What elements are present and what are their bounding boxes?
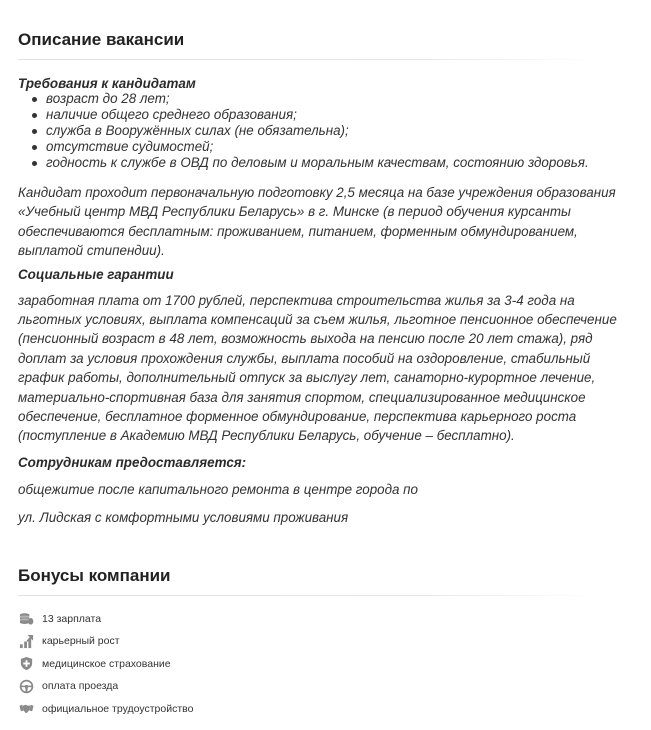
staff-line-1: общежитие после капитального ремонта в центре города по bbox=[18, 481, 418, 497]
medical-shield-icon bbox=[18, 656, 34, 672]
handshake-icon bbox=[18, 701, 34, 717]
steering-wheel-icon bbox=[18, 678, 34, 694]
requirements-list bbox=[18, 91, 633, 171]
list-item: годность к службе в ОВД по деловым и моральным качествам, состоянию здоровья. bbox=[46, 155, 633, 171]
social-heading: Социальные гарантии bbox=[18, 266, 174, 282]
bonus-item-career bbox=[18, 630, 633, 653]
bonus-label: медицинское страхование bbox=[42, 657, 171, 670]
bonus-label: 13 зарплата bbox=[42, 612, 102, 625]
list-item: возраст до 28 лет; bbox=[46, 91, 633, 107]
bonuses-title: Бонусы компании bbox=[18, 565, 171, 585]
bonus-label: оплата проезда bbox=[42, 680, 119, 693]
career-growth-icon bbox=[18, 633, 34, 649]
list-item: наличие общего среднего образования; bbox=[46, 107, 633, 123]
list-item: отсутствие судимостей; bbox=[46, 139, 633, 155]
requirements-heading: Требования к кандидатам bbox=[18, 76, 196, 91]
description-title: Описание вакансии bbox=[18, 30, 185, 49]
description-divider bbox=[18, 59, 598, 60]
bonus-label: карьерный рост bbox=[42, 635, 120, 648]
bonuses-divider bbox=[18, 595, 598, 596]
staff-heading: Сотрудникам предоставляется: bbox=[18, 454, 247, 470]
bonus-item-travel bbox=[18, 675, 633, 698]
list-item: служба в Вооружённых силах (не обязательна); bbox=[46, 123, 633, 139]
social-paragraph: заработная плата от 1700 рублей, перспектива строительства жилья за 3-4 года на льготных условиях, выплата компенсаций за съем жилья, льготное пенсионное обеспечение (пенсионный возраст в 48 лет, возможность выхода на пенсию после 20 лет стажа), ряд доплат за условия прохождения службы, выплата пособий на оздоровление, стабильный график работы, дополнительный отпуск за выслугу лет, санаторно-курортное лечение, материально-спортивная база для занятия спортом, специализированное медицинское обеспечение, бесплатное форменное обмундирование, перспектива карьерного роста (поступление в Академию МВД Республики Беларусь, обучение – бесплатно). bbox=[18, 292, 617, 444]
bonus-item-employment bbox=[18, 698, 633, 721]
bonus-item-medical bbox=[18, 653, 633, 676]
bonus-label: официальное трудоустройство bbox=[42, 702, 194, 715]
bonus-item-salary bbox=[18, 608, 633, 631]
training-paragraph: Кандидат проходит первоначальную подготовку 2,5 месяца на базе учреждения образования «Учебный центр МВД Республики Беларусь» в г. Минске (в период обучения курсанты обеспечиваются бесплатным: проживанием, питанием, форменным обмундированием, выплатой стипендии). bbox=[18, 185, 616, 259]
coins-icon bbox=[18, 611, 34, 627]
bonus-list bbox=[18, 608, 633, 721]
staff-line-2: ул. Лидская с комфортными условиями проживания bbox=[18, 510, 349, 526]
